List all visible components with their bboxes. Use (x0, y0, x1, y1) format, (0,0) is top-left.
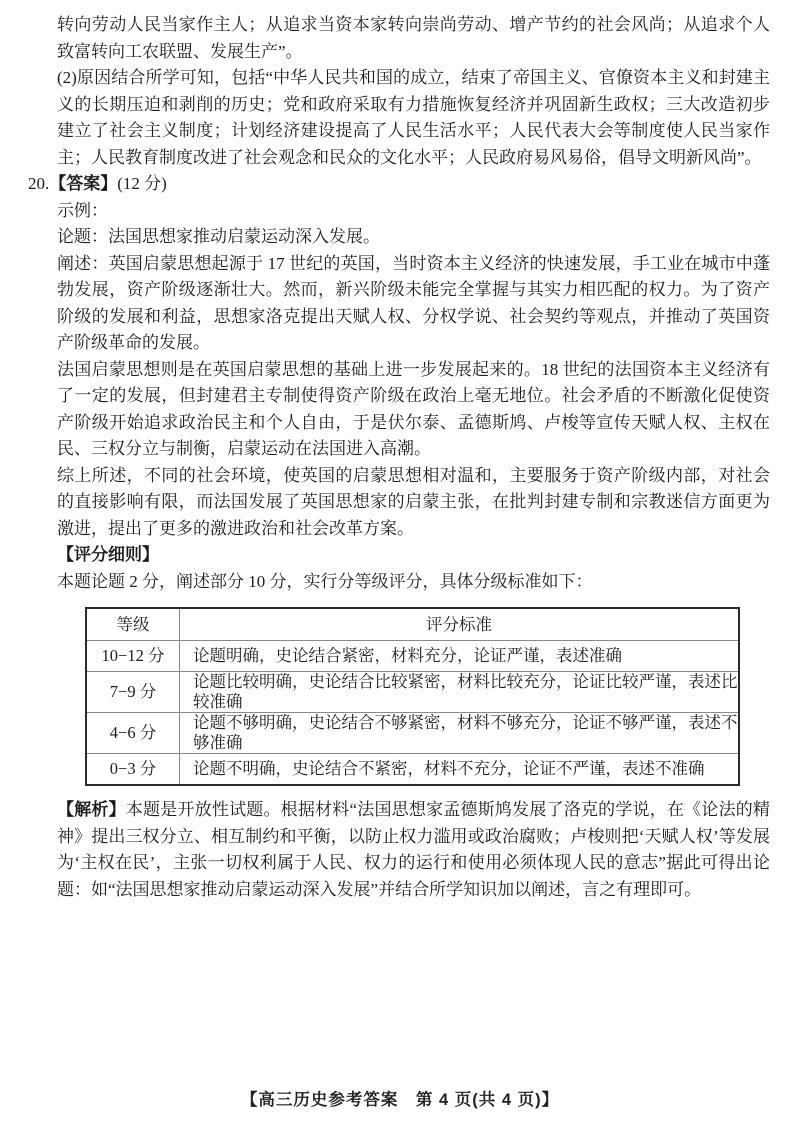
question-20-header (28, 171, 770, 198)
page-footer: 【高三历史参考答案 第 4 页(共 4 页)】 (240, 1091, 560, 1109)
rubric-header-criteria: 评分标准 (180, 608, 740, 641)
rubric-table (85, 607, 740, 786)
rubric-grade-range: 0−3 分 (86, 754, 180, 786)
analysis-paragraph (57, 797, 770, 903)
analysis-label: 【解析】 (57, 800, 126, 819)
question-number: 20. (28, 174, 50, 193)
rubric-header-row (86, 608, 739, 641)
rubric-row (86, 672, 739, 713)
rubric-intro: 本题论题 2 分，阐述部分 10 分，实行分等级评分，具体分级标准如下： (57, 571, 593, 591)
answer-label: 【答案】 (49, 174, 118, 193)
rubric-table-head (86, 608, 739, 641)
rubric-table-body (86, 641, 739, 786)
paragraph-continuation: 转向劳动人民当家作主人；从追求当资本家转向崇尚劳动、增产节约的社会风尚；从追求个人致富转向工农联盟、发展生产”。 (57, 15, 770, 61)
page-content (28, 12, 771, 903)
rubric-row (86, 641, 739, 672)
rubric-header-grade: 等级 (86, 608, 180, 641)
answer-score: (12 分) (117, 174, 167, 193)
question-20-block (28, 171, 771, 903)
rubric-grade-range: 10−12 分 (86, 641, 180, 672)
rubric-heading: 【评分细则】 (57, 545, 159, 564)
essay-elaboration-2: 法国启蒙思想则是在英国启蒙思想的基础上进一步发展起来的。18 世纪的法国资本主义经济有了一定的发展，但封建君主专制使得资产阶级在政治上毫无地位。社会矛盾的不断激化促使资产阶级开始追求政治民主和个人自由，于是伏尔泰、孟德斯鸠、卢梭等宣传天赋人权、主权在民、三权分立与制衡，启蒙运动在法国进入高潮。 (57, 359, 770, 458)
paragraph-reason-answer: (2)原因结合所学可知，包括“中华人民共和国的成立，结束了帝国主义、官僚资本主义和封建主义的长期压迫和剥削的历史；党和政府采取有力措施恢复经济并巩固新生政权；三大改造初步建立了社会主义制度；计划经济建设提高了人民生活水平；人民代表大会等制度使人民当家作主；人民教育制度改进了社会观念和民众的文化水平；人民政府易风易俗，倡导文明新风尚”。 (57, 68, 770, 167)
rubric-grade-range: 7−9 分 (86, 672, 180, 713)
essay-summary: 综上所述，不同的社会环境，使英国的启蒙思想相对温和，主要服务于资产阶级内部，对社会的直接影响有限，而法国发展了英国思想家的启蒙主张，在批判封建专制和宗教迷信方面更为激进，提出了更多的激进政治和社会改革方案。 (57, 465, 770, 538)
rubric-grade-range: 4−6 分 (86, 713, 180, 754)
analysis-text: 本题是开放性试题。根据材料“法国思想家孟德斯鸠发展了洛克的学说，在《论法的精神》提出三权分立、相互制约和平衡，以防止权力滥用或政治腐败；卢梭则把‘天赋人权’等发展为‘主权在民’，主张一切权利属于人民、权力的运行和使用必须体现人民的意志”据此可得出论题：如“法国思想家推动启蒙运动深入发展”并结合所学知识加以阐述，言之有理即可。 (57, 800, 771, 899)
example-label: 示例： (57, 200, 108, 220)
rubric-criteria-text: 论题明确，史论结合紧密，材料充分，论证严谨，表述准确 (180, 641, 740, 672)
essay-topic: 论题：法国思想家推动启蒙运动深入发展。 (57, 227, 380, 246)
rubric-row (86, 713, 739, 754)
essay-elaboration-1: 阐述：英国启蒙思想起源于 17 世纪的英国，当时资本主义经济的快速发展，手工业在城市中蓬勃发展，资产阶级逐渐壮大。然而，新兴阶级未能完全掌握与其实力相匹配的权力。为了资产阶级的发展和利益，思想家洛克提出天赋人权、分权学说、社会契约等观点，并推动了英国资产阶级革命的发展。 (57, 253, 770, 352)
rubric-criteria-text: 论题比较明确，史论结合比较紧密，材料比较充分，论证比较严谨，表述比较准确 (180, 672, 740, 713)
rubric-row (86, 754, 739, 786)
rubric-criteria-text: 论题不明确，史论结合不紧密，材料不充分，论证不严谨，表述不准确 (180, 754, 740, 786)
rubric-criteria-text: 论题不够明确，史论结合不够紧密，材料不够充分，论证不够严谨，表述不够准确 (180, 713, 740, 754)
